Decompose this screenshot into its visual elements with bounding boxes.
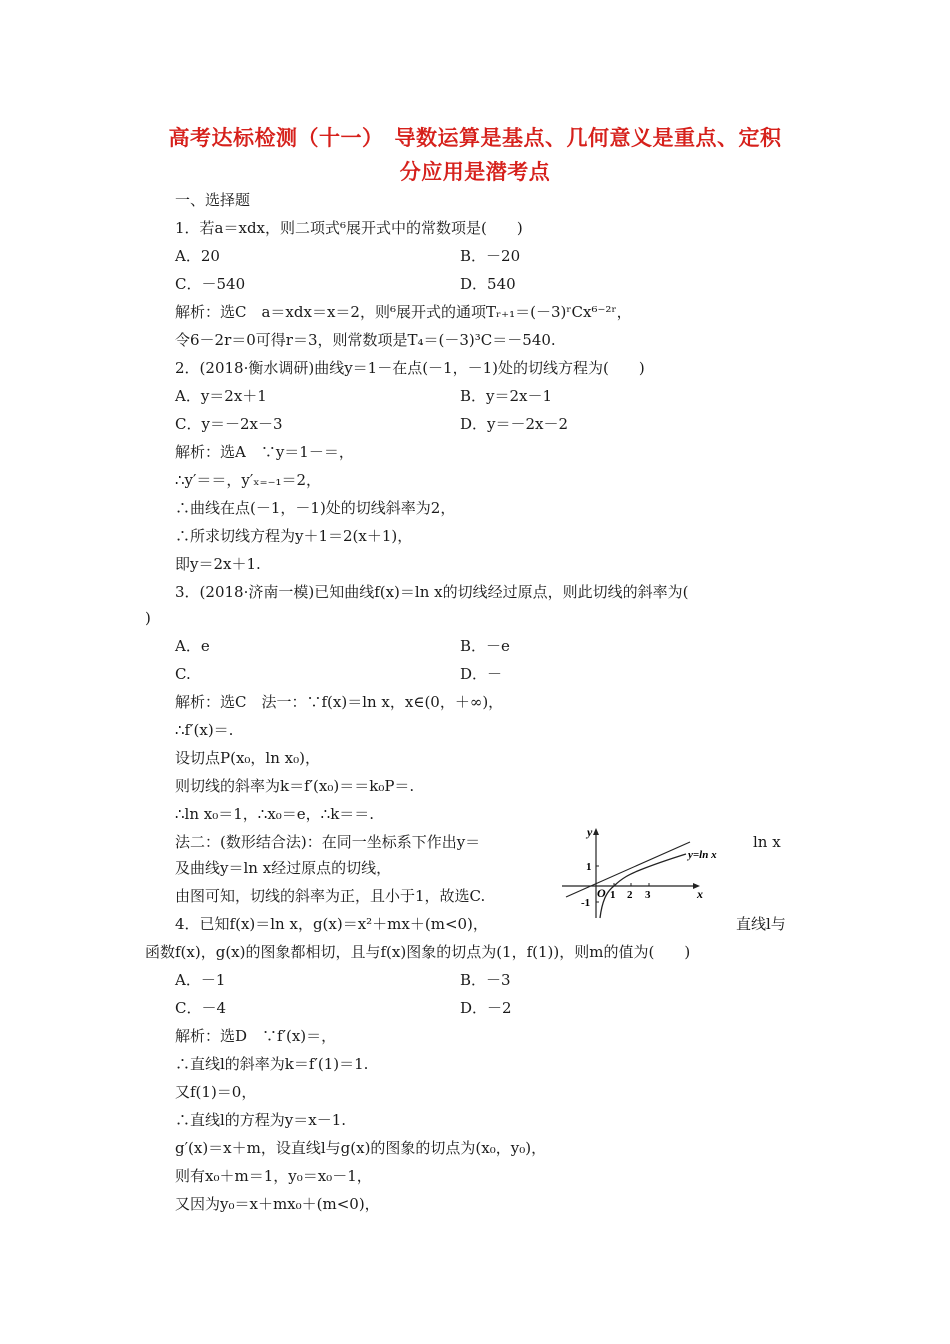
text-line: ∴直线l的斜率为k＝f′(1)＝1. xyxy=(175,1055,369,1073)
text-line: 又因为y₀＝x＋mx₀＋(m<0)， xyxy=(175,1195,380,1213)
text-line-col2: ln x xyxy=(753,833,781,851)
text-line: A．20 xyxy=(175,247,220,265)
text-line-col2: B．－20 xyxy=(460,247,521,265)
text-line-col2: B．－e xyxy=(460,637,510,655)
text-line: A．e xyxy=(175,637,210,655)
text-line: 4．已知f(x)＝ln x，g(x)＝x²＋mx＋(m<0)， xyxy=(175,915,488,933)
text-line: ) xyxy=(145,609,151,627)
text-line: A．－1 xyxy=(175,971,226,989)
x-axis-label: x xyxy=(697,887,703,901)
text-line: 令6－2r＝0可得r＝3，则常数项是T₄＝(－3)³C＝－540. xyxy=(175,331,556,349)
text-line: 由图可知，切线的斜率为正，且小于1，故选C. xyxy=(175,887,486,905)
curve-label: y=ln x xyxy=(688,849,717,861)
text-line-col2: B．y＝2x－1 xyxy=(460,387,553,405)
text-line: 解析：选A ∵y＝1－＝， xyxy=(175,443,354,461)
text-line: 设切点P(x₀，ln x₀)， xyxy=(175,749,320,767)
text-line: C．y＝－2x－3 xyxy=(175,415,283,433)
text-line: 则切线的斜率为k＝f′(x₀)＝＝k₀P＝. xyxy=(175,777,415,795)
page-title-line1: 高考达标检测（十一） 导数运算是基点、几何意义是重点、定积 xyxy=(168,125,782,150)
text-line-col2: D．－2 xyxy=(460,999,512,1017)
text-line-col2: B．－3 xyxy=(460,971,511,989)
text-line: 解析：选C 法一：∵f(x)＝ln x，x∈(0，＋∞)， xyxy=(175,693,504,711)
text-line: 解析：选C a＝xdx＝x＝2，则⁶展开式的通项Tᵣ₊₁＝(－3)ʳCx⁶⁻²ʳ， xyxy=(175,303,632,321)
x-tick-2-label: 2 xyxy=(627,889,633,901)
y-tick-neg1-label: -1 xyxy=(581,897,591,909)
text-line: ∴ln x₀＝1，∴x₀＝e，∴k＝＝. xyxy=(175,805,375,823)
text-line: ∴直线l的方程为y＝x－1. xyxy=(175,1111,347,1129)
text-line: 函数f(x)，g(x)的图象都相切，且与f(x)图象的切点为(1，f(1))，则m的值为( ) xyxy=(145,943,691,961)
text-line: C. xyxy=(175,665,191,683)
ln-x-graph xyxy=(560,822,750,920)
text-line: A．y＝2x＋1 xyxy=(175,387,267,405)
text-line: 1．若a＝xdx，则二项式⁶展开式中的常数项是( ) xyxy=(175,219,523,237)
text-line: C．－540 xyxy=(175,275,246,293)
text-line: 法二：(数形结合法)：在同一坐标系下作出y＝ xyxy=(175,833,481,851)
text-line: g′(x)＝x＋m，设直线l与g(x)的图象的切点为(x₀，y₀)， xyxy=(175,1139,547,1157)
text-line: 及曲线y＝ln x经过原点的切线， xyxy=(175,859,392,877)
y-axis-label: y xyxy=(587,825,593,839)
text-line: 解析：选D ∵f′(x)＝， xyxy=(175,1027,337,1045)
text-line-col2: D．－ xyxy=(460,665,503,683)
text-line-col2: D．540 xyxy=(460,275,516,293)
page-title-line2: 分应用是潜考点 xyxy=(399,159,551,184)
text-line: 3．(2018·济南一模)已知曲线f(x)＝ln x的切线经过原点，则此切线的斜率为( xyxy=(175,583,689,601)
y-tick-1-label: 1 xyxy=(586,861,592,873)
x-tick-3-label: 3 xyxy=(645,889,651,901)
text-line: 即y＝2x＋1. xyxy=(175,555,261,573)
text-line: C．－4 xyxy=(175,999,227,1017)
x-tick-1-label: 1 xyxy=(610,889,616,901)
text-line: 一、选择题 xyxy=(175,191,251,209)
text-line-col2: 直线l与 xyxy=(736,915,786,933)
text-line: 则有x₀＋m＝1，y₀＝x₀－1， xyxy=(175,1167,372,1185)
text-line-col2: D．y＝－2x－2 xyxy=(460,415,569,433)
text-line: ∴曲线在点(－1，－1)处的切线斜率为2， xyxy=(175,499,456,517)
origin-label: O xyxy=(597,886,606,900)
text-line: 又f(1)＝0， xyxy=(175,1083,257,1101)
text-line: ∴y′＝＝，y′ₓ₌₋₁＝2， xyxy=(175,471,322,489)
text-line: 2．(2018·衡水调研)曲线y＝1－在点(－1，－1)处的切线方程为( ) xyxy=(175,359,645,377)
y-axis-arrow xyxy=(593,828,599,835)
text-line: ∴所求切线方程为y＋1＝2(x＋1)， xyxy=(175,527,413,545)
text-line: ∴f′(x)＝. xyxy=(175,721,234,739)
